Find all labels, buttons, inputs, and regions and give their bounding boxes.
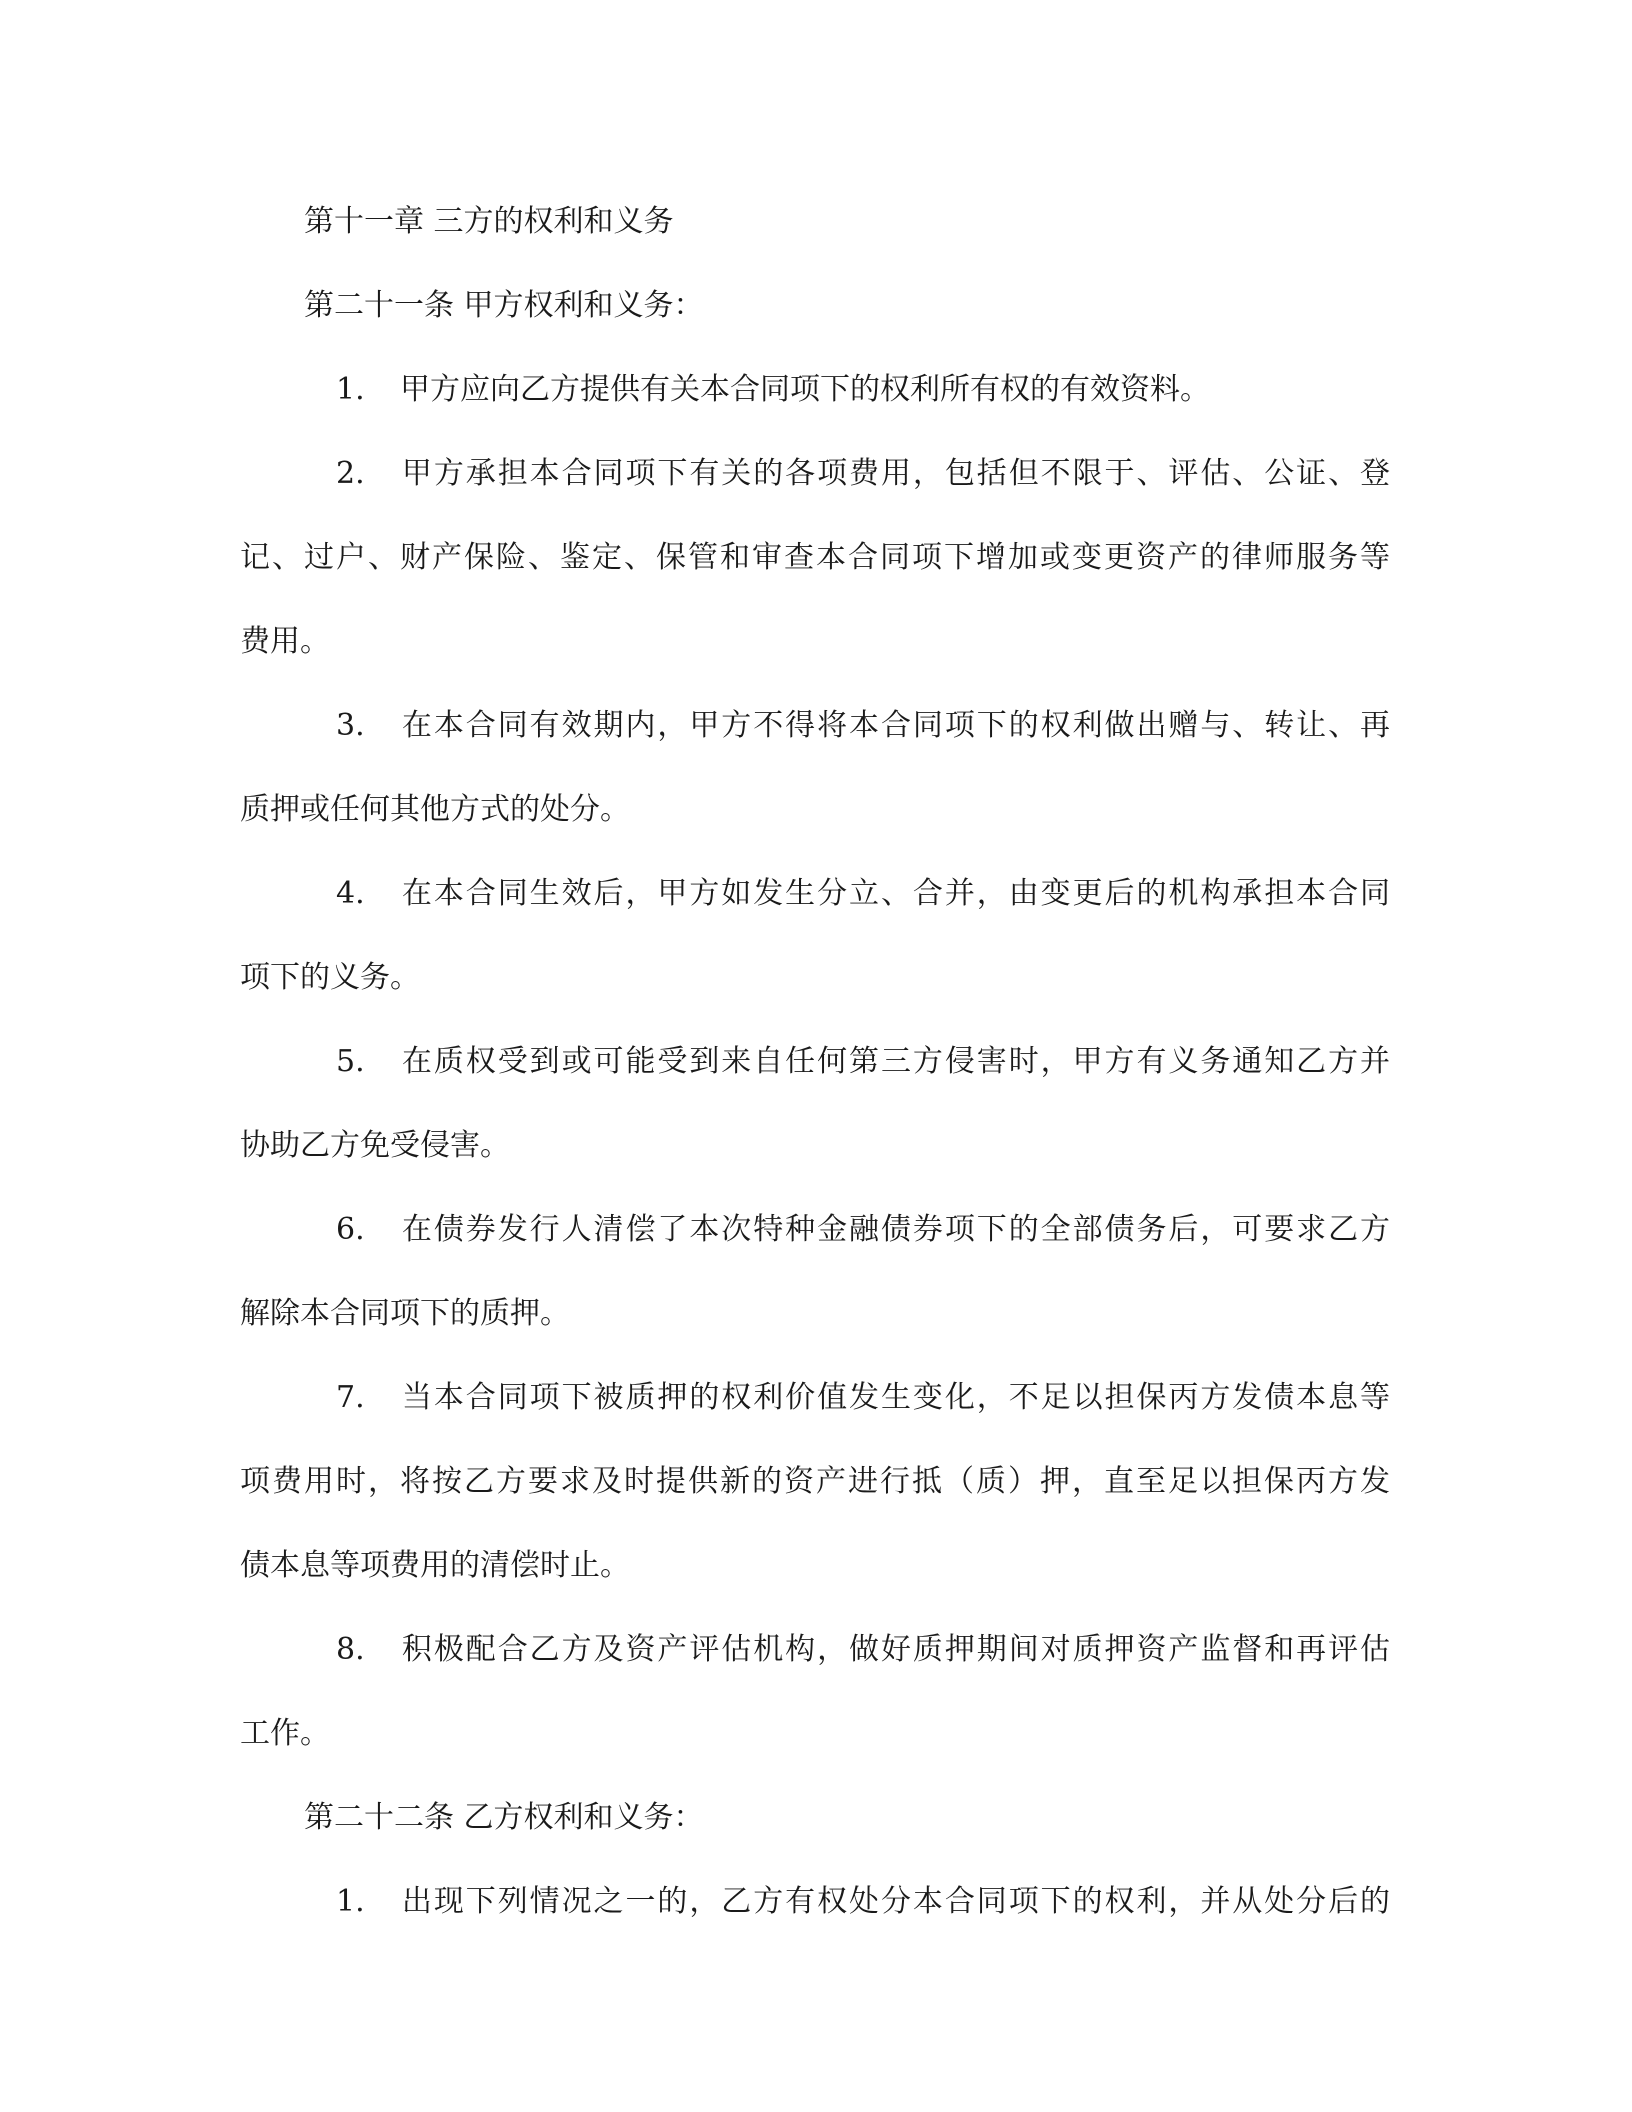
item-number: 3. <box>336 708 365 743</box>
item-number: 4. <box>336 876 365 911</box>
item-continuation: 质押或任何其他方式的处分。 <box>240 792 630 827</box>
item-continuation: 债本息等项费用的清偿时止。 <box>240 1548 630 1583</box>
item-number: 5. <box>336 1044 365 1079</box>
article-21-title: 第二十一条 甲方权利和义务： <box>304 288 704 323</box>
article-22-item-1 <box>240 1860 1390 1944</box>
item-number: 7. <box>336 1380 365 1415</box>
item-continuation: 项下的义务。 <box>240 960 420 995</box>
item-number: 6. <box>336 1212 365 1247</box>
item-text: 积极配合乙方及资产评估机构，做好质押期间对质押资产监督和再评估 <box>400 1632 1390 1667</box>
article-21-item-1 <box>240 348 1390 432</box>
item-number: 1. <box>336 372 365 407</box>
article-21-item-4 <box>240 852 1390 936</box>
article-21-item-8 <box>240 1608 1390 1692</box>
item-text: 甲方承担本合同项下有关的各项费用，包括但不限于、评估、公证、登 <box>400 456 1390 491</box>
item-continuation: 费用。 <box>240 624 330 659</box>
item-text: 在本合同有效期内，甲方不得将本合同项下的权利做出赠与、转让、再 <box>400 708 1390 743</box>
item-continuation: 解除本合同项下的质押。 <box>240 1296 570 1331</box>
chapter-title: 第十一章 三方的权利和义务 <box>304 204 674 239</box>
item-text: 在本合同生效后，甲方如发生分立、合并，由变更后的机构承担本合同 <box>400 876 1390 911</box>
item-text: 甲方应向乙方提供有关本合同项下的权利所有权的有效资料。 <box>400 372 1210 407</box>
article-21-item-5 <box>240 1020 1390 1104</box>
item-text: 在债券发行人清偿了本次特种金融债券项下的全部债务后，可要求乙方 <box>400 1212 1390 1247</box>
document-page <box>240 180 1390 1944</box>
item-continuation: 工作。 <box>240 1716 330 1751</box>
item-text: 当本合同项下被质押的权利价值发生变化，不足以担保丙方发债本息等 <box>400 1380 1390 1415</box>
article-21-item-3 <box>240 684 1390 768</box>
item-continuation: 协助乙方免受侵害。 <box>240 1128 510 1163</box>
article-21-item-7 <box>240 1356 1390 1440</box>
item-number: 1. <box>336 1884 365 1919</box>
item-number: 8. <box>336 1632 365 1667</box>
item-continuation: 记、过户、财产保险、鉴定、保管和审查本合同项下增加或变更资产的律师服务等 <box>240 540 1390 575</box>
article-22-title: 第二十二条 乙方权利和义务： <box>304 1800 704 1835</box>
article-21-item-6 <box>240 1188 1390 1272</box>
item-continuation: 项费用时，将按乙方要求及时提供新的资产进行抵（质）押，直至足以担保丙方发 <box>240 1464 1390 1499</box>
item-text: 在质权受到或可能受到来自任何第三方侵害时，甲方有义务通知乙方并 <box>400 1044 1390 1079</box>
item-number: 2. <box>336 456 365 491</box>
article-21-item-2 <box>240 432 1390 516</box>
item-text: 出现下列情况之一的，乙方有权处分本合同项下的权利，并从处分后的 <box>400 1884 1390 1919</box>
